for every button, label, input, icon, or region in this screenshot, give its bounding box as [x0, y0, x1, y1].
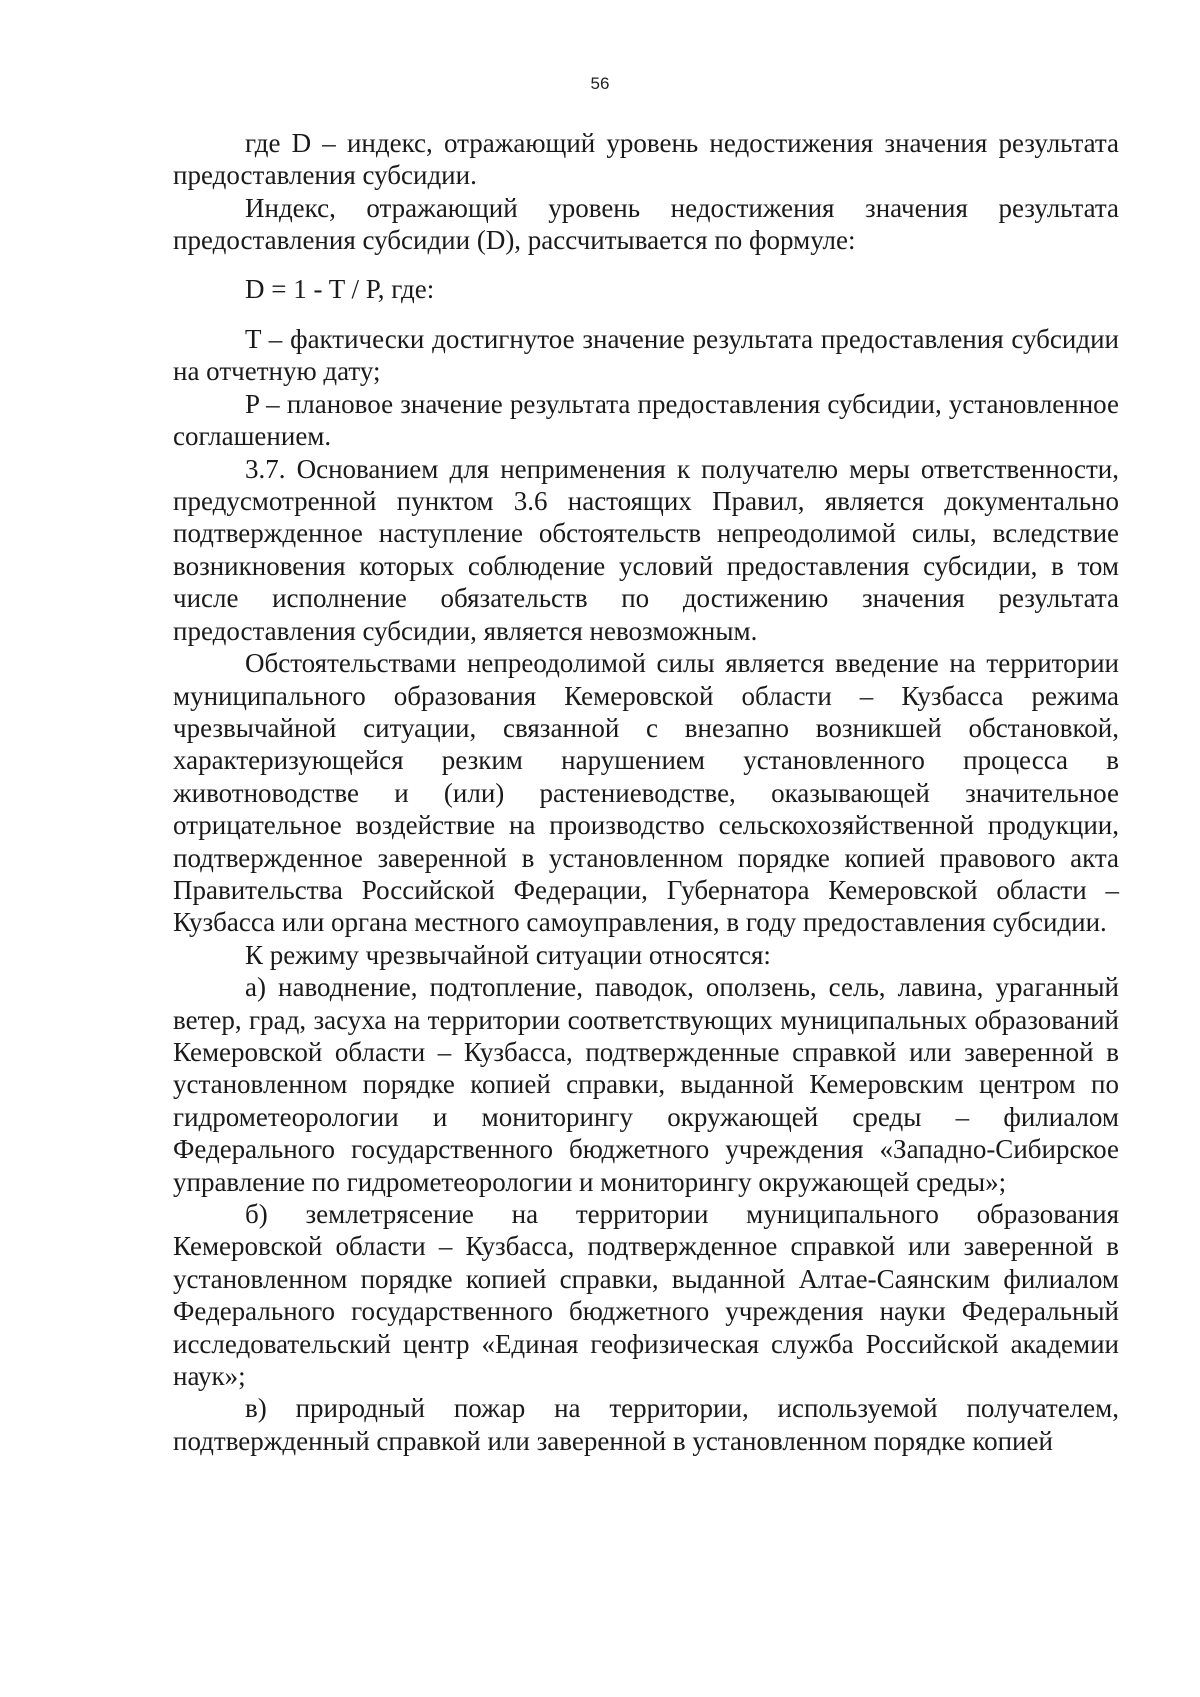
paragraph-t-definition: T – фактически достигнутое значение результата предоставления субсидии на отчетную дату;	[173, 324, 1119, 387]
paragraph-force-majeure: Обстоятельствами непреодолимой силы является введение на территории муниципального образования Кемеровской области – Кузбасса режима чрезвычайной ситуации, связанной с внезапно возникшей обстановкой, характеризующейся резким нарушением установленного процесса в животноводстве и (или) растениеводстве, оказывающей значительное отрицательное воздействие на производство сельскохозяйственной продукции, подтвержденное заверенной в установленном порядке копией правового акта Правительства Российской Федерации, Губернатора Кемеровской области – Кузбасса или органа местного самоуправления, в году предоставления субсидии.	[173, 648, 1119, 938]
paragraph-p-definition: P – плановое значение результата предоставления субсидии, установленное соглашением.	[173, 388, 1119, 452]
paragraph-index-formula-intro: Индекс, отражающий уровень недостижения значения результата предоставления субсидии (D), рассчитывается по формуле:	[173, 192, 1119, 256]
list-item-a: а) наводнение, подтопление, паводок, оползень, сель, лавина, ураганный ветер, град, засуха на территории соответствующих муниципальных образований Кемеровской области – Кузбасса, подтвержденные справкой или заверенной в установленном порядке копией справки, выданной Кемеровским центром по гидрометеорологии и мониторингу окружающей среды – филиалом Федерального государственного бюджетного учреждения «Западно-Сибирское управление по гидрометеорологии и мониторингу окружающей среды»;	[173, 972, 1119, 1197]
formula: D = 1 - T / P, где:	[245, 273, 435, 304]
page-number: 56	[590, 74, 610, 93]
paragraph-3-7: 3.7. Основанием для неприменения к получателю меры ответственности, предусмотренной пунктом 3.6 настоящих Правил, является документально подтвержденное наступление обстоятельств непреодолимой силы, вследствие возникновения которых соблюдение условий предоставления субсидии, в том числе исполнение обязательств по достижению значения результата предоставления субсидии, является невозможным.	[173, 453, 1119, 646]
document-body	[173, 127, 1119, 1457]
list-item-b: б) землетрясение на территории муниципального образования Кемеровской области – Кузбасса, подтвержденное справкой или заверенной в установленном порядке копией справки, выданной Алтае-Саянским филиалом Федерального государственного бюджетного учреждения науки Федеральный исследовательский центр «Единая геофизическая служба Российской академии наук»;	[173, 1199, 1119, 1392]
list-item-v: в) природный пожар на территории, используемой получателем, подтвержденный справкой или заверенной в установленном порядке копией	[173, 1393, 1119, 1456]
paragraph-emergency-list-intro: К режиму чрезвычайной ситуации относятся:	[245, 939, 771, 970]
paragraph-d-definition: где D – индекс, отражающий уровень недостижения значения результата предоставления субсидии.	[173, 128, 1119, 191]
